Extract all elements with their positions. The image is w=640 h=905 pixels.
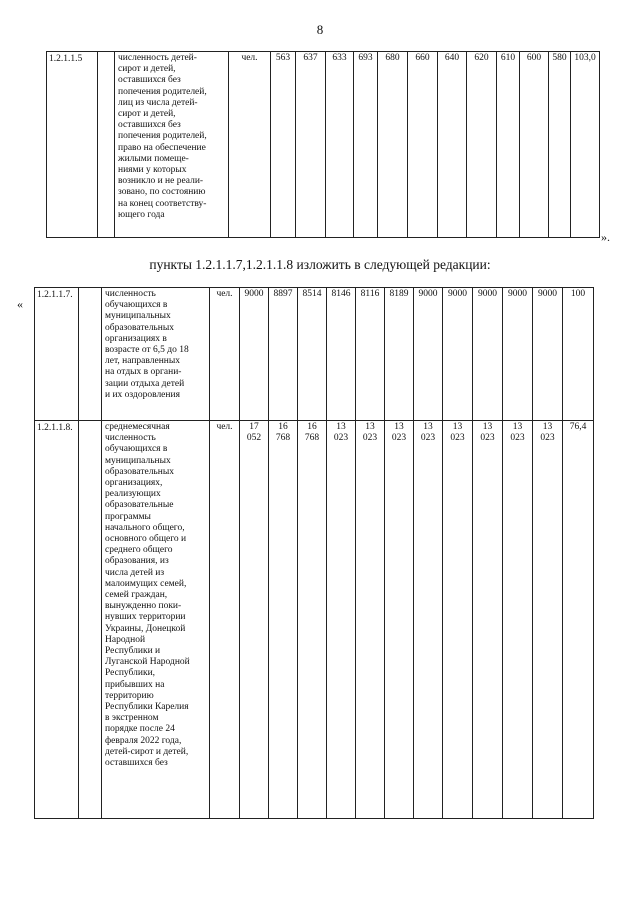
row-code: 1.2.1.1.5	[47, 52, 98, 238]
row-code: 1.2.1.1.7.	[35, 288, 79, 421]
description-line: среднего общего	[105, 545, 173, 556]
description-line: числа детей из	[105, 567, 165, 578]
unit-cell: чел.	[210, 288, 240, 421]
empty-cell	[98, 52, 115, 238]
table-row	[35, 421, 594, 819]
value-cell: 100	[563, 288, 594, 421]
value-cell: 13 023	[473, 421, 503, 819]
value-cell: 76,4	[563, 421, 594, 819]
value-cell: 633	[326, 52, 354, 238]
row-description	[102, 421, 210, 819]
value-cell: 13 023	[385, 421, 414, 819]
description-line: основного общего и	[105, 534, 187, 545]
description-line: Республики,	[105, 668, 156, 679]
description-line: обучающихся в	[105, 300, 168, 311]
section-heading: пункты 1.2.1.1.7,1.2.1.1.8 изложить в следующей редакции:	[149, 257, 491, 272]
description-line: Народной	[105, 634, 146, 645]
description-line: оставшихся без	[118, 75, 181, 86]
description-line: попечения родителей,	[118, 131, 207, 142]
description-line: нувших территории	[105, 612, 186, 623]
value-cell: 9000	[414, 288, 443, 421]
value-cell: 637	[296, 52, 326, 238]
value-cell: 600	[520, 52, 549, 238]
value-cell: 8146	[327, 288, 356, 421]
description-line: вынужденно поки-	[105, 601, 182, 612]
value-cell: 13 023	[503, 421, 533, 819]
description-line: порядке после 24	[105, 724, 175, 735]
description-line: на конец соответству-	[118, 198, 207, 209]
value-cell: 103,0	[571, 52, 600, 238]
description-line: возникло и не реали-	[118, 176, 204, 187]
description-line: образовательных	[105, 322, 174, 333]
indicator-table-1	[46, 51, 600, 238]
description-line: численность детей-	[118, 53, 197, 63]
row-code: 1.2.1.1.8.	[35, 421, 79, 819]
value-cell: 9000	[533, 288, 563, 421]
value-cell: 13 023	[533, 421, 563, 819]
description-line: лиц из числа детей-	[118, 97, 198, 108]
description-line: детей-сирот и детей,	[105, 746, 189, 757]
value-cell: 8897	[269, 288, 298, 421]
description-line: начального общего,	[105, 522, 185, 533]
close-quote: ».	[601, 230, 610, 244]
description-line: Украины, Донецкой	[105, 623, 186, 634]
unit-cell: чел.	[229, 52, 271, 238]
value-cell: 13 023	[414, 421, 443, 819]
value-cell: 9000	[503, 288, 533, 421]
description-line: февраля 2022 года,	[105, 735, 182, 746]
table-row	[47, 52, 600, 238]
description-line: семей граждан,	[105, 590, 168, 601]
description-line: в экстренном	[105, 713, 159, 724]
description-line: организациях,	[105, 478, 163, 489]
description-line: муниципальных	[105, 311, 171, 322]
description-line: образовательные	[105, 500, 174, 511]
description-line: право на обеспечение	[118, 142, 206, 153]
description-line: численность	[105, 289, 156, 299]
description-line: ющего года	[118, 209, 165, 220]
value-cell: 13 023	[443, 421, 473, 819]
description-line: и их оздоровления	[105, 389, 180, 400]
description-line: организациях в	[105, 333, 167, 344]
value-cell: 9000	[240, 288, 269, 421]
value-cell: 640	[438, 52, 467, 238]
value-cell: 660	[408, 52, 438, 238]
description-line: реализующих	[105, 489, 161, 500]
description-line: среднемесячная	[105, 422, 170, 432]
description-line: попечения родителей,	[118, 86, 207, 97]
description-line: численность	[105, 433, 156, 444]
description-line: Республики Карелия	[105, 702, 189, 713]
empty-cell	[79, 288, 102, 421]
value-cell: 13 023	[327, 421, 356, 819]
description-line: образовательных	[105, 466, 174, 477]
description-line: сирот и детей,	[118, 109, 176, 120]
description-line: лет, направленных	[105, 356, 180, 367]
description-line: обучающихся в	[105, 444, 168, 455]
description-line: Луганской Народной	[105, 657, 190, 668]
page-number: 8	[316, 22, 324, 37]
table-row	[35, 288, 594, 421]
description-line: образования, из	[105, 556, 169, 567]
description-line: ниями у которых	[118, 165, 187, 176]
description-line: возрасте от 6,5 до 18	[105, 345, 189, 356]
description-line: муниципальных	[105, 455, 171, 466]
value-cell: 563	[271, 52, 296, 238]
value-cell: 16 768	[269, 421, 298, 819]
value-cell: 9000	[443, 288, 473, 421]
description-line: жилыми помеще-	[118, 153, 189, 164]
value-cell: 693	[354, 52, 378, 238]
value-cell: 8116	[356, 288, 385, 421]
empty-cell	[79, 421, 102, 819]
description-line: территорию	[105, 690, 154, 701]
open-quote: «	[17, 297, 23, 311]
description-line: Республики и	[105, 646, 161, 657]
description-line: малоимущих семей,	[105, 578, 187, 589]
description-line: прибывших на	[105, 679, 165, 690]
description-line: на отдых в органи-	[105, 367, 182, 378]
description-line: программы	[105, 511, 151, 522]
value-cell: 17 052	[240, 421, 269, 819]
unit-cell: чел.	[210, 421, 240, 819]
indicator-table-2	[34, 287, 594, 819]
description-line: оставшихся без	[118, 120, 181, 131]
description-line: оставшихся без	[105, 758, 168, 769]
value-cell: 680	[378, 52, 408, 238]
value-cell: 16 768	[298, 421, 327, 819]
value-cell: 8514	[298, 288, 327, 421]
value-cell: 580	[549, 52, 571, 238]
value-cell: 13 023	[356, 421, 385, 819]
description-line: зации отдыха детей	[105, 378, 185, 389]
value-cell: 610	[497, 52, 520, 238]
row-description	[102, 288, 210, 421]
row-description	[115, 52, 229, 238]
description-line: зовано, по состоянию	[118, 187, 206, 198]
description-line: сирот и детей,	[118, 64, 176, 75]
value-cell: 8189	[385, 288, 414, 421]
value-cell: 9000	[473, 288, 503, 421]
value-cell: 620	[467, 52, 497, 238]
